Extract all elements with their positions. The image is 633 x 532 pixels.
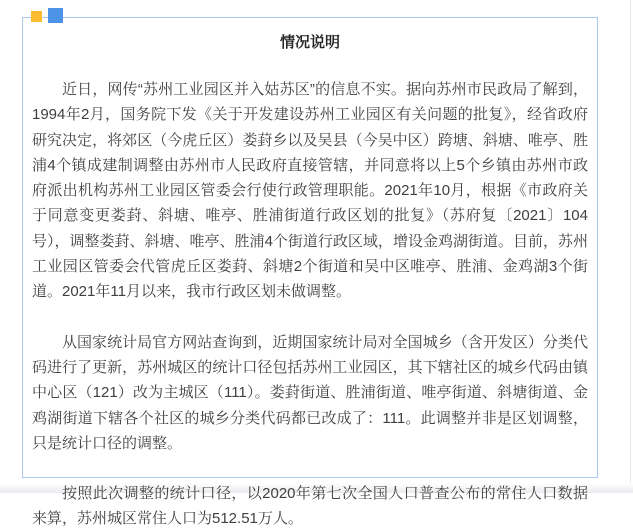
yellow-square-decoration <box>31 11 42 22</box>
notice-paragraph-2: 从国家统计局官方网站查询到，近期国家统计局对全国城乡（含开发区）分类代码进行了更新，苏州城区的统计口径包括苏州工业园区，其下辖社区的城乡代码由镇中心区（121）改为主城区（111）。娄葑街道、胜浦街道、唯亭街道、斜塘街道、金鸡湖街道下辖各个社区的城乡分类代码都已改成了：111。此调整并非是区划调整，只是统计口径的调整。 <box>32 333 588 452</box>
notice-paragraph-3: 按照此次调整的统计口径，以2020年第七次全国人口普查公布的常住人口数据来算，苏州城区常住人口为512.51万人。 <box>32 485 588 528</box>
page-right-edge <box>630 0 631 493</box>
notice-paragraph-1: 近日，网传“苏州工业园区并入姑苏区”的信息不实。据向苏州市民政局了解到，1994年2月，国务院下发《关于开发建设苏州工业园区有关问题的批复》，经省政府研究决定，将郊区（今虎丘区）娄葑乡以及吴县（今吴中区）跨塘、斜塘、唯亭、胜浦4个镇成建制调整由苏州市人民政府直接管辖，并同意将以上5个乡镇由苏州市政府派出机构苏州工业园区管委会行使行政管理职能。2021年10月，根据《市政府关于同意变更娄葑、斜塘、唯亭、胜浦街道行政区划的批复》（苏府复〔2021〕104号），调整娄葑、斜塘、唯亭、胜浦4个街道行政区域，增设金鸡湖街道。目前，苏州工业园区管委会代管虎丘区娄葑、斜塘2个街道和吴中区唯亭、胜浦、金鸡湖3个街道。2021年11月以来，我市行政区划未做调整。 <box>32 81 588 301</box>
notice-title: 情况说明 <box>279 34 340 51</box>
notice-card <box>22 17 598 528</box>
blue-square-decoration <box>48 8 63 23</box>
